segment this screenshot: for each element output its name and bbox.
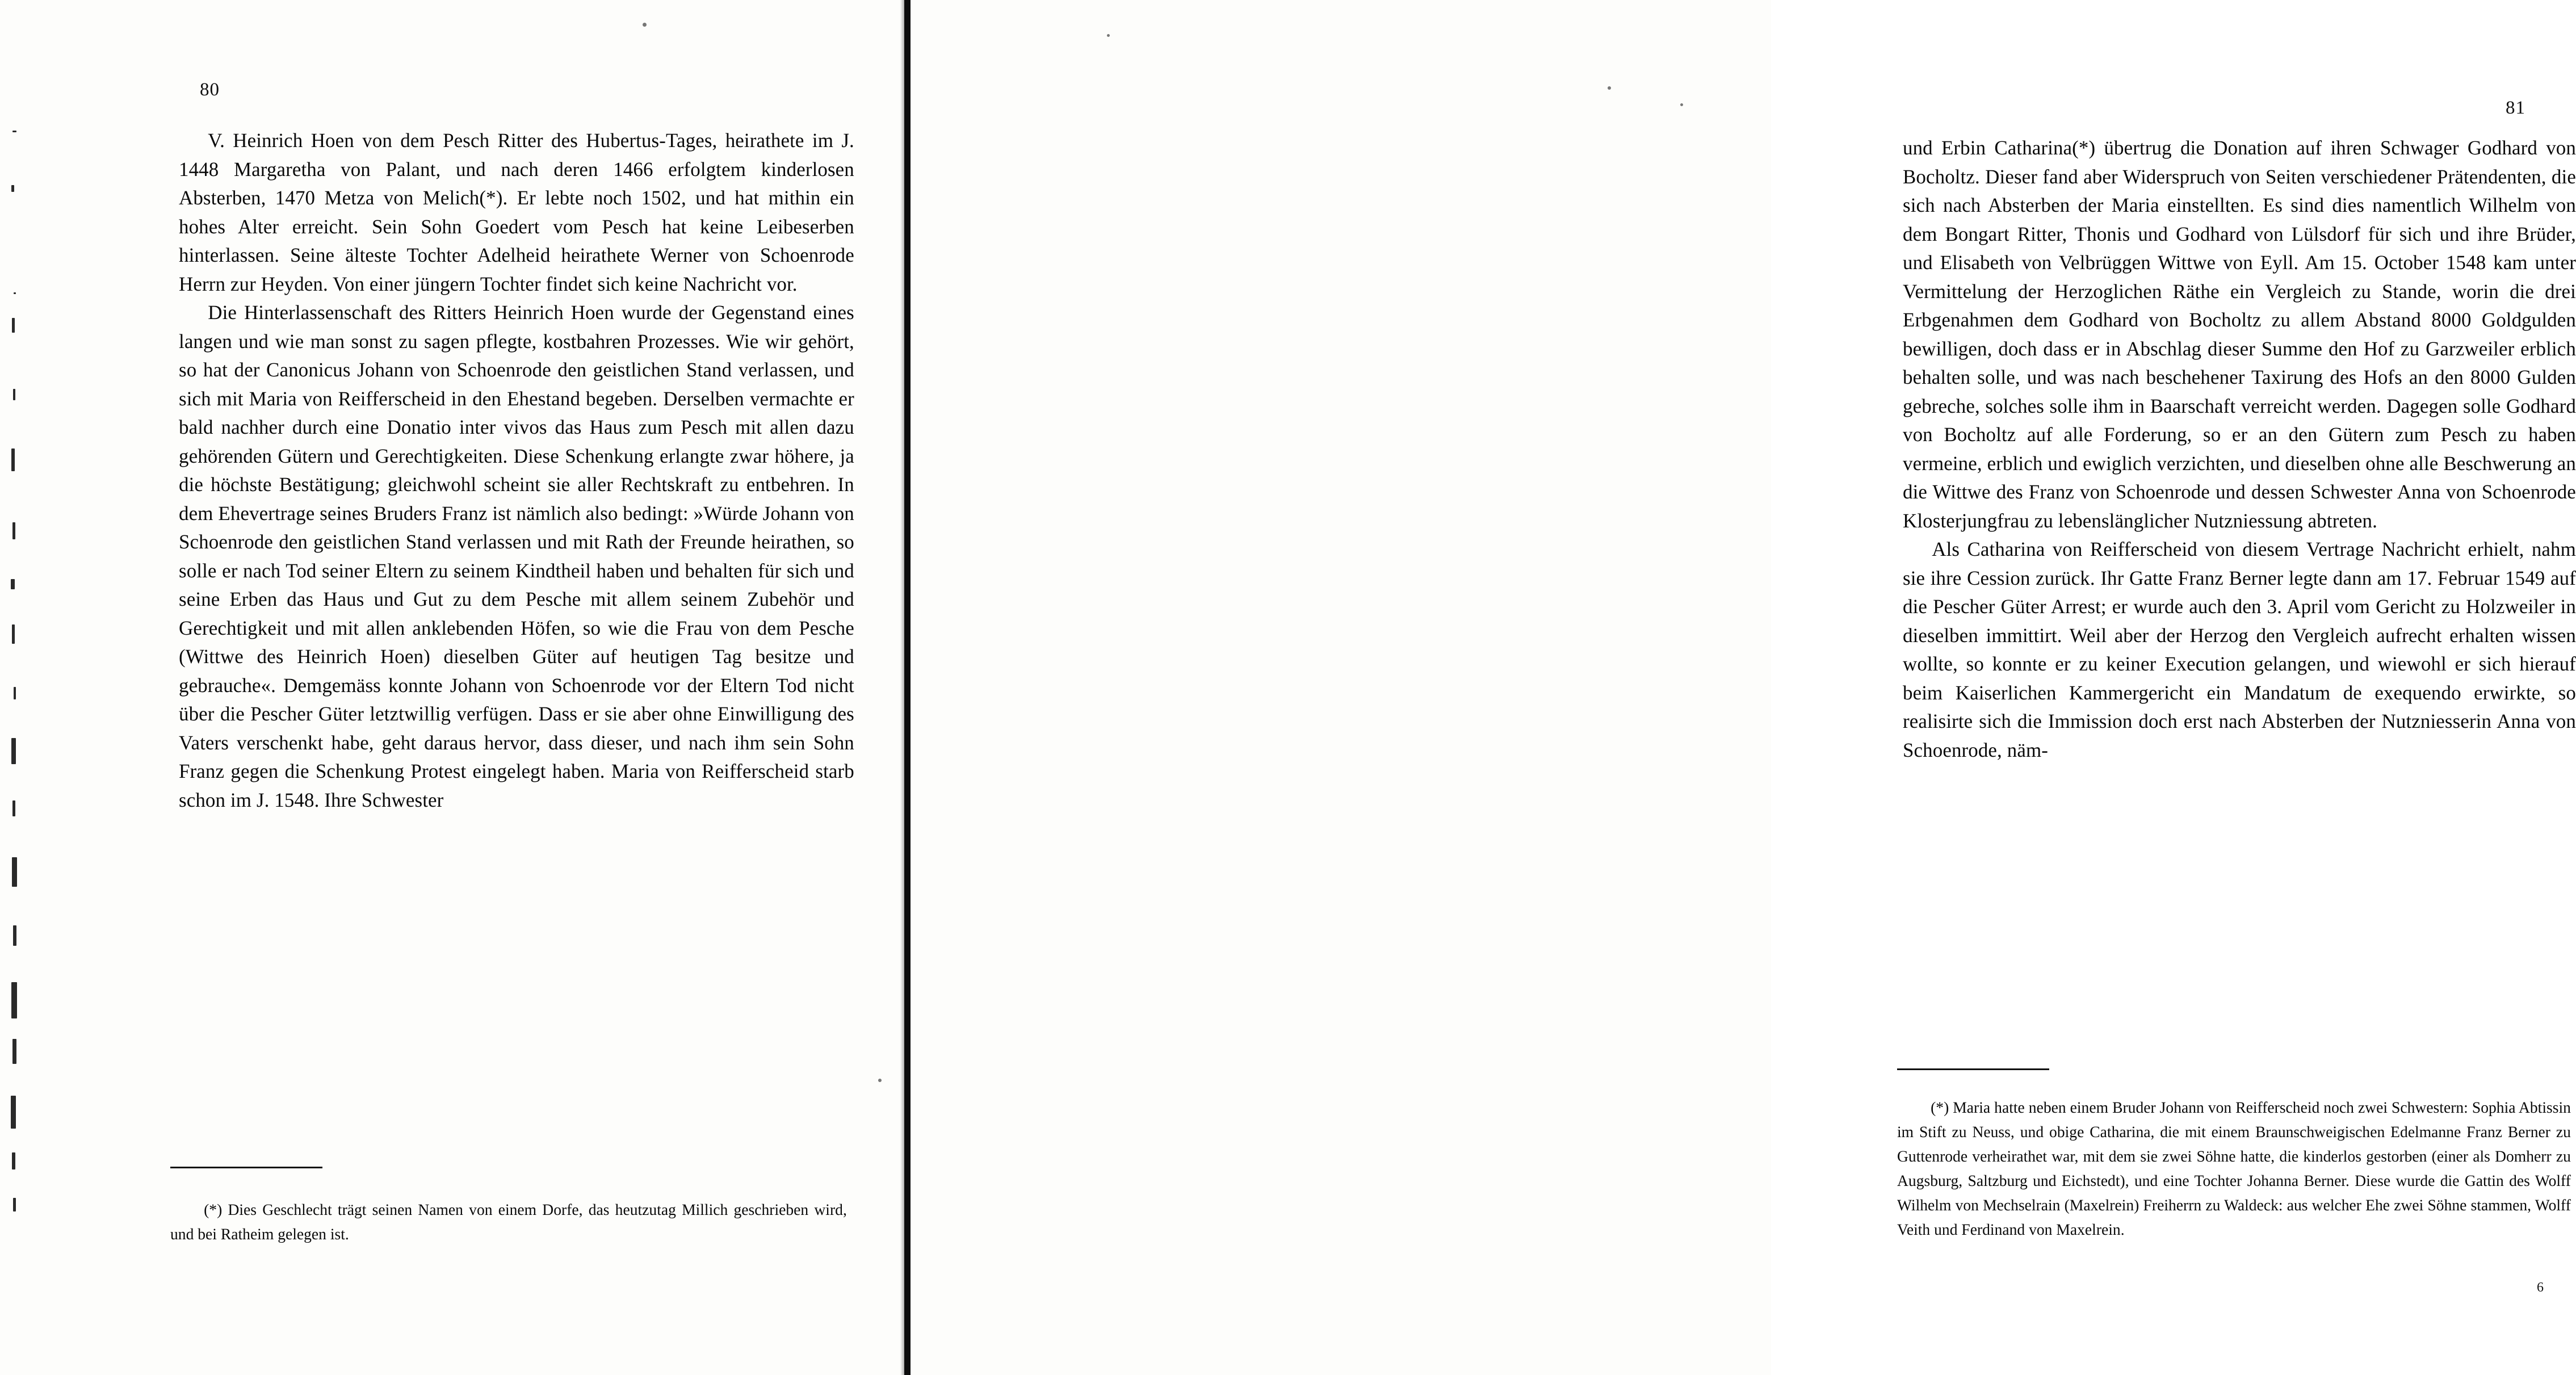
footnote-rule-right <box>1897 1068 2049 1070</box>
paragraph: Als Catharina von Reifferscheid von diesem Vertrage Nachricht erhielt, nahm sie ihre Cession zurück. Ihr Gatte Franz Berner legte dann am 17. Februar 1549 auf die Pescher Güter Arrest; er wurde auch den 3. April vom Gericht zu Holzweiler in dieselben immittirt. Weil aber der Herzog den Vergleich aufrecht erhalten wissen wollte, so konnte er zu keiner Execution gelangen, und wiewohl er sich hierauf beim Kaiserlichen Kammergericht ein Mandatum de exequendo erwirkte, so realisirte sich die Immission doch erst nach Absterben der Nutzniesserin Anna von Schoenrode, näm- <box>1903 538 2576 761</box>
signature-mark: 6 <box>2537 1280 2544 1295</box>
right-page <box>911 0 2576 1375</box>
footnote-text: (*) Maria hatte neben einem Bruder Johann von Reifferscheid noch zwei Schwestern: Sophia Abtissin im Stift zu Neuss, und obige Catharina, die mit einem Braunschweigischen Edelmanne Franz Berner zu Guttenrode verheirathet war, mit dem sie zwei Söhne hatte, die kinderlos gestorben (einer als Domherr zu Augsburg, Saltzburg und Eichstedt), und eine Tochter Johanna Berner. Diese wurde die Gattin des Wolff Wilhelm von Mechselrain (Maxelrein) Freiherrn zu Waldeck: aus welcher Ehe zwei Söhne stammen, Wolff Veith und Ferdinand von Maxelrein. <box>1897 1099 2571 1239</box>
page-number-left: 80 <box>200 79 220 100</box>
paragraph: und Erbin Catharina(*) übertrug die Donation auf ihren Schwager Godhard von Bocholtz. Dieser fand aber Widerspruch von Seiten verschiedener Prätendenten, die sich nach Absterben der Maria einstellten. Es sind dies namentlich Wilhelm von dem Bongart Ritter, Thonis und Godhard von Lülsdorf für sich und ihre Brüder, und Elisabeth von Velbrüggen Wittwe von Eyll. Am 15. October 1548 kam unter Vermittelung der Herzoglichen Räthe ein Vergleich zu Stande, worin die drei Erbgenahmen dem Godhard von Bocholtz zu allem Abstand 8000 Goldgulden bewilligen, doch dass er in Abschlag dieser Summe den Hof zu Garzweiler erblich behalten solle, und was nach beschehener Taxirung des Hofs an den 8000 Gulden gebreche, solches solle ihm in Baarschaft verreicht werden. Dagegen solle Godhard von Bocholtz auf alle Forderung, so er an den Gütern zum Pesch zu haben vermeine, erblich und ewiglich verzichten, und dieselben ohne alle Beschwerung an die Wittwe des Franz von Schoenrode und dessen Schwester Anna von Schoenrode Klosterjungfrau zu lebenslänglicher Nutzniessung abtreten. <box>1903 136 2576 532</box>
left-page-footnote <box>170 1198 847 1247</box>
right-page-body <box>1903 133 2576 764</box>
paragraph: V. Heinrich Hoen von dem Pesch Ritter des Hubertus-Tages, heirathete im J. 1448 Margaretha von Palant, und nach deren 1466 erfolgtem kinderlosen Absterben, 1470 Metza von Melich(*). Er lebte noch 1502, und hat mithin ein hohes Alter erreicht. Sein Sohn Goedert vom Pesch hat keine Leibeserben hinterlassen. Seine älteste Tochter Adelheid heirathete Werner von Schoenrode Herrn zur Heyden. Von einer jüngern Tochter findet sich keine Nachricht vor. <box>179 129 854 295</box>
right-page-footnote <box>1897 1096 2571 1242</box>
footnote-text: (*) Dies Geschlecht trägt seinen Namen von einem Dorfe, das heutzutag Millich geschrieben wird, und bei Ratheim gelegen ist. <box>170 1201 847 1243</box>
left-page-body <box>179 126 854 814</box>
left-page <box>0 0 900 1375</box>
page-gutter <box>904 0 911 1375</box>
footnote-rule-left <box>170 1167 322 1168</box>
paragraph: Die Hinterlassenschaft des Ritters Heinrich Hoen wurde der Gegenstand eines langen und wie man sonst zu sagen pflegte, kostbahren Prozesses. Wie wir gehört, so hat der Canonicus Johann von Schoenrode den geistlichen Stand verlassen, und sich mit Maria von Reifferscheid in den Ehestand begeben. Derselben vermachte er bald nachher durch eine Donatio inter vivos das Haus zum Pesch mit allen dazu gehörenden Gütern und Gerechtigkeiten. Diese Schenkung erlangte zwar höhere, ja die höchste Bestätigung; gleichwohl scheint sie aller Rechtskraft zu entbehren. In dem Ehevertrage seines Bruders Franz ist nämlich also bedingt: »Würde Johann von Schoenrode den geistlichen Stand verlassen und mit Rath der Freunde heirathen, so solle er nach Tod seiner Eltern zu seinem Kindtheil haben und behalten für sich und seine Erben das Haus und Gut zu dem Pesche mit allem seinem Zubehör und Gerechtigkeit und mit allen anklebenden Höfen, so wie die Frau von dem Pesche (Wittwe des Heinrich Hoen) dieselben Güter auf heutigen Tag besitze und gebrauche«. Demgemäss konnte Johann von Schoenrode vor der Eltern Tod nicht über die Pescher Güter letztwillig verfügen. Dass er sie aber ohne Einwilligung des Vaters verschenkt habe, geht daraus hervor, dass dieser, und nach ihm sein Sohn Franz gegen die Schenkung Protest eingelegt haben. Maria von Reifferscheid starb schon im J. 1548. Ihre Schwester <box>179 301 854 811</box>
page-number-right: 81 <box>2506 98 2525 118</box>
